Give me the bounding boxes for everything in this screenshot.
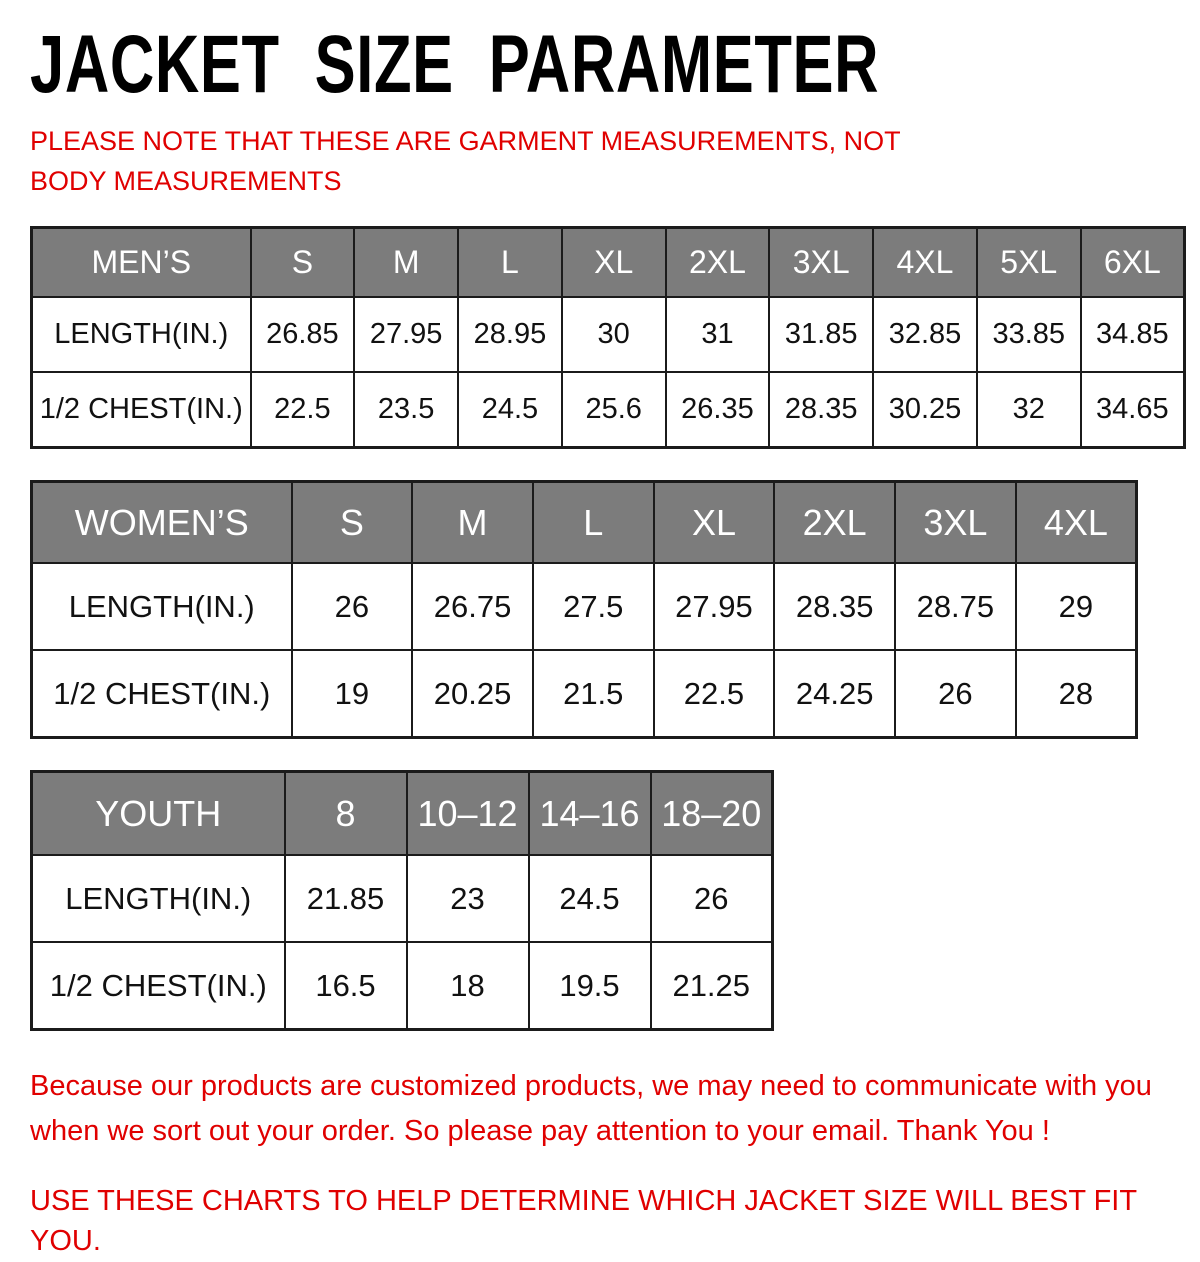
size-header: M [354, 227, 458, 297]
size-header: XL [654, 481, 775, 563]
measurement-cell: 33.85 [977, 297, 1081, 372]
size-header: S [292, 481, 413, 563]
measurement-cell: 27.95 [354, 297, 458, 372]
size-header: L [458, 227, 562, 297]
measurement-cell: 21.85 [285, 855, 407, 942]
row-label: 1/2 CHEST(IN.) [32, 650, 292, 737]
measurement-cell: 22.5 [654, 650, 775, 737]
size-header: 10–12 [407, 771, 529, 855]
measurement-cell: 26.75 [412, 563, 533, 650]
measurement-cell: 16.5 [285, 942, 407, 1029]
measurement-cell: 26 [895, 650, 1016, 737]
measurement-cell: 25.6 [562, 372, 666, 447]
size-tables-container [30, 226, 1170, 1031]
measurement-cell: 28.35 [769, 372, 873, 447]
measurement-cell: 18 [407, 942, 529, 1029]
measurement-cell: 21.25 [651, 942, 773, 1029]
row-label: LENGTH(IN.) [32, 297, 251, 372]
measurement-cell: 32 [977, 372, 1081, 447]
page-title: JACKET SIZE PARAMETER [30, 19, 880, 110]
size-header: 5XL [977, 227, 1081, 297]
mens-size-table [30, 226, 1186, 449]
size-header: XL [562, 227, 666, 297]
measurement-cell: 28.35 [774, 563, 895, 650]
measurement-cell: 28.75 [895, 563, 1016, 650]
measurement-cell: 28 [1016, 650, 1137, 737]
measurement-cell: 32.85 [873, 297, 977, 372]
measurement-cell: 24.5 [458, 372, 562, 447]
table-row [32, 297, 1185, 372]
measurement-cell: 24.5 [529, 855, 651, 942]
footer-usage-note: USE THESE CHARTS TO HELP DETERMINE WHICH JACKET SIZE WILL BEST FIT YOU. [30, 1184, 1137, 1258]
measurement-cell: 27.95 [654, 563, 775, 650]
measurement-cell: 26 [651, 855, 773, 942]
table-row [32, 650, 1137, 737]
header-row [32, 771, 773, 855]
size-header: L [533, 481, 654, 563]
table-row [32, 563, 1137, 650]
footer-communication-note: Because our products are customized products, we may need to communicate with you when we sort out your order. So please pay attention to your email. Thank You ! [30, 1069, 1152, 1147]
row-label: 1/2 CHEST(IN.) [32, 942, 285, 1029]
size-header: M [412, 481, 533, 563]
measurement-cell: 23 [407, 855, 529, 942]
group-header: MEN’S [32, 227, 251, 297]
row-label: LENGTH(IN.) [32, 855, 285, 942]
garment-measurement-note: PLEASE NOTE THAT THESE ARE GARMENT MEASUREMENTS, NOT BODY MEASUREMENTS [30, 126, 901, 196]
measurement-cell: 34.85 [1081, 297, 1185, 372]
measurement-cell: 22.5 [251, 372, 355, 447]
size-header: 4XL [873, 227, 977, 297]
measurement-cell: 27.5 [533, 563, 654, 650]
row-label: LENGTH(IN.) [32, 563, 292, 650]
measurement-cell: 30 [562, 297, 666, 372]
size-header: 4XL [1016, 481, 1137, 563]
measurement-cell: 23.5 [354, 372, 458, 447]
size-header: 8 [285, 771, 407, 855]
measurement-cell: 24.25 [774, 650, 895, 737]
group-header: WOMEN’S [32, 481, 292, 563]
measurement-cell: 31 [666, 297, 770, 372]
measurement-cell: 19.5 [529, 942, 651, 1029]
table-row [32, 372, 1185, 447]
size-header: 2XL [774, 481, 895, 563]
size-header: 14–16 [529, 771, 651, 855]
measurement-cell: 26.35 [666, 372, 770, 447]
measurement-cell: 21.5 [533, 650, 654, 737]
youth-size-table [30, 770, 774, 1031]
size-header: S [251, 227, 355, 297]
measurement-cell: 26.85 [251, 297, 355, 372]
row-label: 1/2 CHEST(IN.) [32, 372, 251, 447]
measurement-cell: 19 [292, 650, 413, 737]
table-row [32, 855, 773, 942]
header-row [32, 227, 1185, 297]
group-header: YOUTH [32, 771, 285, 855]
measurement-cell: 30.25 [873, 372, 977, 447]
header-row [32, 481, 1137, 563]
womens-size-table [30, 480, 1138, 739]
measurement-cell: 28.95 [458, 297, 562, 372]
size-header: 18–20 [651, 771, 773, 855]
measurement-cell: 29 [1016, 563, 1137, 650]
size-header: 3XL [769, 227, 873, 297]
table-row [32, 942, 773, 1029]
measurement-cell: 34.65 [1081, 372, 1185, 447]
size-header: 2XL [666, 227, 770, 297]
size-header: 6XL [1081, 227, 1185, 297]
measurement-cell: 26 [292, 563, 413, 650]
measurement-cell: 31.85 [769, 297, 873, 372]
size-header: 3XL [895, 481, 1016, 563]
measurement-cell: 20.25 [412, 650, 533, 737]
